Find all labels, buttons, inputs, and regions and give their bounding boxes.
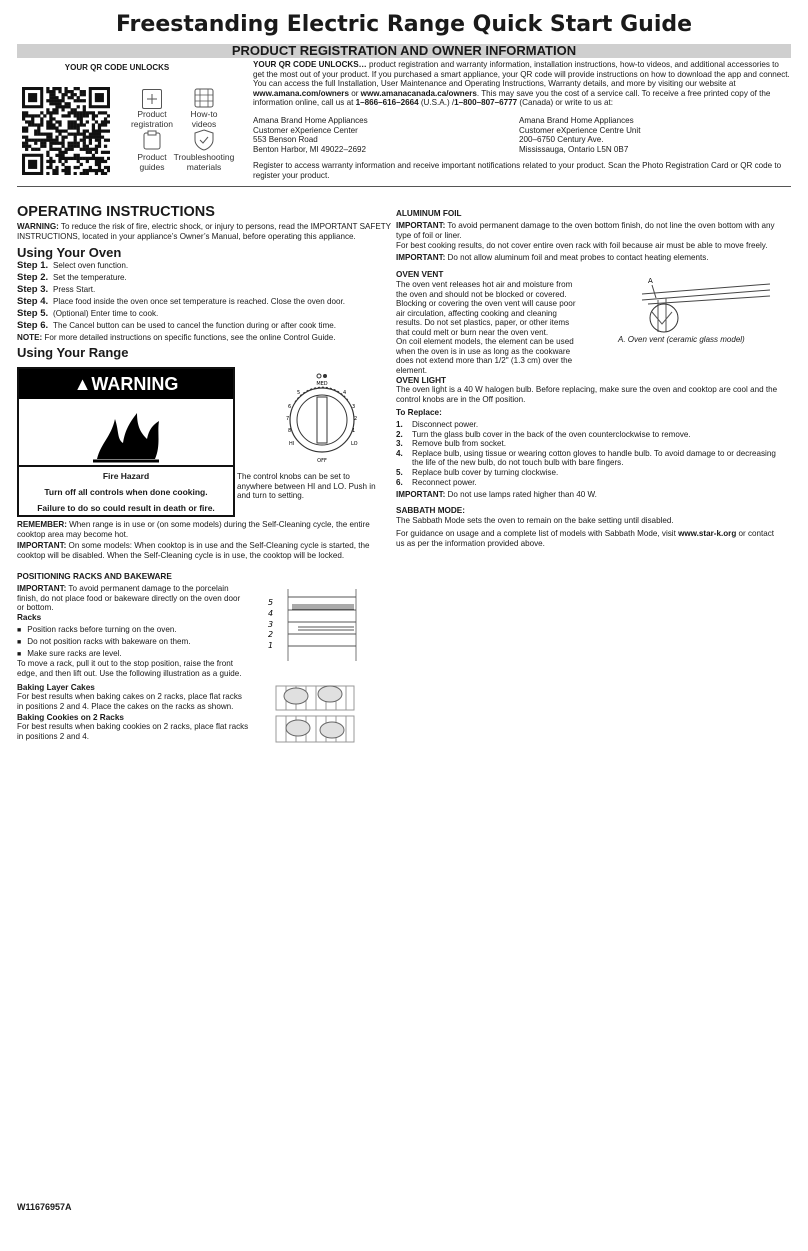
canada-address: Amana Brand Home Appliances Customer eXperience Centre Unit 200–6750 Century Ave. Mississauga, Ontario L5N 0B7: [519, 116, 641, 154]
oven-vent-heading: OVEN VENT: [396, 270, 444, 279]
clipboard-icon: [143, 130, 161, 150]
divider: [17, 186, 791, 187]
list-item: 4. Replace bulb, using tissue or wearing cotton gloves to handle bulb. To avoid damage to or decreasing the life of the new bulb, do not touch bulb with bare fingers.: [396, 448, 776, 468]
replace-steps: [396, 420, 781, 487]
self-clean-paragraph: IMPORTANT: On some models: When cooktop is in use and the Self-Cleaning cycle is started, the cooktop will be disabled. When the Self-Cleaning cycle is in use, the cooktop will be locked.: [17, 541, 370, 560]
knob-lo-label: LO: [351, 441, 358, 447]
qr-code[interactable]: [22, 87, 110, 175]
how-to-videos-label: How-to videos: [190, 109, 218, 129]
knob-number: 3: [352, 404, 356, 410]
knob-number: 1: [352, 428, 356, 434]
amana-owners-link[interactable]: www.amana.com/owners: [253, 88, 349, 98]
document-number: W11676957A: [17, 1202, 72, 1212]
vent-coil-paragraph: On coil element models, the element can be used when the oven is in use as long as the cookware does not extend more than 1/2" (1.3 cm) over the element.: [396, 337, 574, 375]
film-icon: [194, 88, 214, 108]
vent-letter: A: [648, 277, 653, 285]
warning-header: ▲WARNING: [19, 369, 233, 399]
step-item: Step 2. Set the temperature.: [17, 272, 127, 283]
knob-med-label: MED: [316, 381, 328, 387]
step-item: Step 1. Select oven function.: [17, 260, 129, 271]
warning-line: Failure to do so could result in death or fire.: [37, 503, 215, 513]
knob-off-label: OFF: [317, 458, 327, 464]
register-paragraph: Register to access warranty information and receive important notifications related to your product. Scan the Photo Registration Card or QR code to register your product.: [253, 161, 782, 180]
star-k-link[interactable]: www.star-k.org: [678, 529, 737, 538]
intro-paragraph: YOUR QR CODE UNLOCKS… product registration and warranty information, installation instructions, how-to videos, and additional accessories to get the most out of your product. If you purchased a smart appliance, your QR code will provide instructions on how to download the app and connect. You can access the full Installation, User Maintenance and Operating Instructions, Warranty details, and more by visiting our website at www.amana.com/owners or www.amanacanada.ca/owners. This may save you the cost of a service call. To receive a free printed copy of the information online, call us at 1–866–616–2664 (U.S.A.) /1–800–807–6777 (Canada) or write to us at:: [253, 60, 790, 108]
cookies-heading: Baking Cookies on 2 Racks: [17, 713, 124, 722]
control-knob-illustration: [275, 370, 369, 466]
knob-number: 7: [286, 416, 290, 422]
sabbath-heading: SABBATH MODE:: [396, 506, 465, 515]
rack-number: 4: [268, 609, 274, 618]
rack-move-paragraph: To move a rack, pull it out to the stop position, raise the front edge, and then lift out. Use the following illustration as a guide.: [17, 659, 242, 678]
troubleshooting-label: Troubleshooting materials: [173, 152, 235, 172]
cookies-paragraph: For best results when baking cookies on 2 racks, place flat racks in positions 2 and 4.: [17, 722, 249, 741]
list-item: ■ Make sure racks are level.: [17, 648, 249, 660]
to-replace-heading: To Replace:: [396, 408, 442, 417]
operating-instructions-heading: OPERATING INSTRUCTIONS: [17, 204, 215, 220]
cakes-heading: Baking Layer Cakes: [17, 683, 95, 692]
knob-number: 4: [343, 390, 347, 396]
vent-caption: A. Oven vent (ceramic glass model): [618, 335, 745, 344]
lamp-important: IMPORTANT: Do not use lamps rated higher than 40 W.: [396, 490, 597, 499]
list-item: 2. Turn the glass bulb cover in the back of the oven counterclockwise to remove.: [396, 429, 691, 439]
amana-canada-link[interactable]: www.amanacanada.ca/owners: [360, 88, 477, 98]
fire-hazard-title: Fire Hazard: [102, 471, 150, 481]
list-item: 3. Remove bulb from socket.: [396, 439, 507, 449]
list-item: ■ Position racks before turning on the oven.: [17, 624, 249, 636]
fire-icon: [19, 399, 233, 467]
list-item: 6. Reconnect power.: [396, 477, 477, 487]
foil-paragraph: For best cooking results, do not cover entire oven rack with foil because air must be able to move freely.: [396, 241, 768, 250]
aluminum-foil-heading: ALUMINUM FOIL: [396, 209, 462, 218]
warning-line: Turn off all controls when done cooking.: [44, 487, 208, 497]
control-guide-note: NOTE: For more detailed instructions on specific functions, see the online Control Guide.: [17, 333, 336, 342]
rack-number: 1: [268, 641, 274, 650]
list-item: 1. Disconnect power.: [396, 420, 479, 429]
using-range-heading: Using Your Range: [17, 345, 129, 360]
rack-positions-illustration: [258, 585, 370, 665]
sabbath-paragraph: The Sabbath Mode sets the oven to remain on the bake setting until disabled.: [396, 516, 674, 525]
step-item: Step 3. Press Start.: [17, 284, 96, 295]
rack-number: 5: [268, 598, 274, 607]
step-item: Step 4. Place food inside the oven once set temperature is reached. Close the oven door.: [17, 296, 346, 307]
product-registration-label: Product registration: [130, 109, 174, 129]
vent-paragraph: The oven vent releases hot air and moisture from the oven and should not be blocked or covered. Blocking or covering the oven vent will cause poor air circulation, affecting cooking and cleaning results. Do not set plastics, paper, or other items that could melt or burn near the oven vent.: [396, 280, 576, 337]
check-shield-icon: [194, 129, 214, 151]
knob-caption: The control knobs can be set to anywhere between HI and LO. Push in and turn to setting.: [237, 472, 376, 501]
alert-triangle-icon: ▲: [73, 374, 92, 394]
rack-number: 3: [268, 620, 274, 629]
racks-important: IMPORTANT: To avoid permanent damage to the porcelain finish, do not place food or bakeware directly on the oven door or bottom.: [17, 584, 241, 613]
qr-heading: YOUR QR CODE UNLOCKS: [64, 63, 170, 72]
list-item: ■ Do not position racks with bakeware on them.: [17, 636, 249, 648]
fire-warning-box: [17, 367, 235, 517]
using-oven-heading: Using Your Oven: [17, 245, 122, 260]
us-address: Amana Brand Home Appliances Customer eXperience Center 553 Benson Road Benton Harbor, MI 49022–2692: [253, 116, 368, 154]
section-band: PRODUCT REGISTRATION AND OWNER INFORMATION: [17, 44, 791, 58]
cakes-paragraph: For best results when baking cakes on 2 racks, place flat racks in positions 2 and 4. Place the cakes on the racks as shown.: [17, 692, 242, 711]
plus-icon: [142, 89, 162, 109]
oven-vent-illustration: [602, 272, 772, 338]
product-guides-label: Product guides: [137, 152, 167, 172]
foil-important-2: IMPORTANT: Do not allow aluminum foil and meat probes to contact heating elements.: [396, 253, 709, 262]
racks-subheading: Racks: [17, 613, 42, 622]
cakes-on-racks-illustration: [270, 682, 360, 746]
knob-hi-label: HI: [289, 441, 295, 447]
rack-bullets: [17, 624, 249, 660]
rack-number: 2: [268, 630, 274, 639]
list-item: 5. Replace bulb cover by turning clockwise.: [396, 467, 559, 477]
knob-number: 6: [288, 404, 292, 410]
foil-important: IMPORTANT: To avoid permanent damage to the oven bottom finish, do not line the oven bottom with any type of foil or liner.: [396, 221, 775, 240]
sabbath-guidance: For guidance on usage and a complete list of models with Sabbath Mode, visit www.star-k.org or contact us as per the information provided above.: [396, 529, 775, 548]
knob-number: 8: [288, 428, 292, 434]
knob-number: 2: [354, 416, 358, 422]
operating-warning: WARNING: To reduce the risk of fire, electric shock, or injury to persons, read the IMPORTANT SAFETY INSTRUCTIONS, located in your appliance’s Owner’s Manual, before operating this appliance.: [17, 222, 391, 241]
page-title: Freestanding Electric Range Quick Start Guide: [115, 12, 693, 37]
step-item: Step 6. The Cancel button can be used to cancel the function during or after cook time.: [17, 320, 337, 331]
racks-heading: POSITIONING RACKS AND BAKEWARE: [17, 572, 172, 581]
remember-paragraph: REMEMBER: When range is in use or (on some models) during the Self-Cleaning cycle, the entire cooktop area may become hot.: [17, 520, 370, 539]
light-paragraph: The oven light is a 40 W halogen bulb. Before replacing, make sure the oven and cooktop are cool and the control knobs are in the Off position.: [396, 385, 778, 404]
oven-steps: [17, 260, 392, 332]
step-item: Step 5. (Optional) Enter time to cook.: [17, 308, 159, 319]
oven-light-heading: OVEN LIGHT: [396, 376, 447, 385]
knob-number: 5: [297, 390, 301, 396]
